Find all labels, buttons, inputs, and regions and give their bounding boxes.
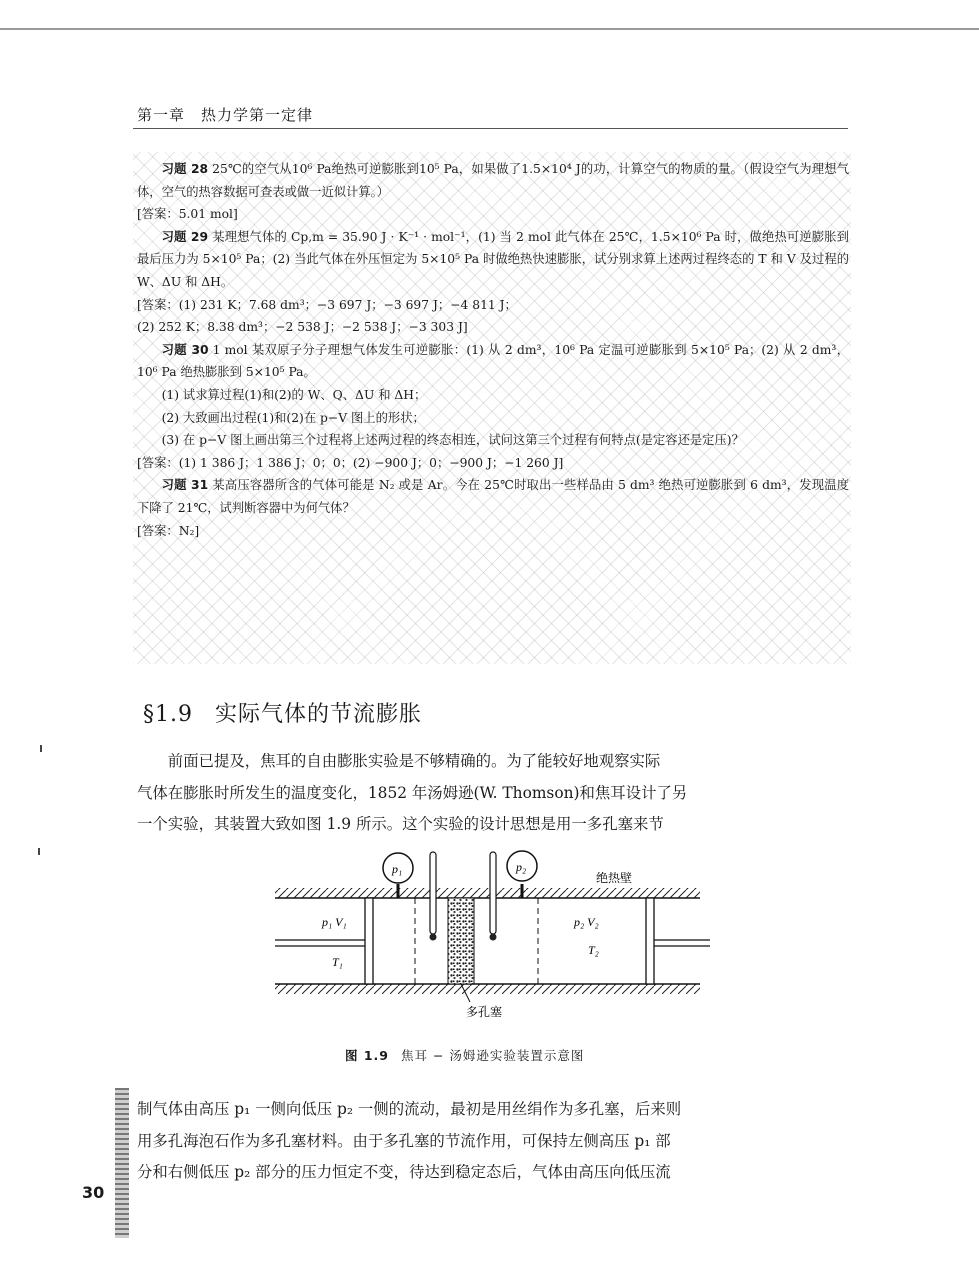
section-number: §1.9: [143, 702, 193, 727]
section-title-text: 实际气体的节流膨胀: [215, 702, 423, 727]
wall-label: 绝热壁: [596, 871, 633, 885]
exercise-label: 习题 30: [161, 342, 209, 357]
exercise-label: 习题 29: [161, 229, 209, 244]
exercise-29: [137, 226, 849, 294]
body-paragraph-1: [137, 746, 851, 841]
paragraph-line: 气体在膨胀时所发生的温度变化，1852 年汤姆逊(W. Thomson)和焦耳设计了另: [137, 783, 688, 802]
scan-edge-artifact: [115, 1088, 129, 1238]
body-paragraph-2: [137, 1094, 851, 1189]
exercise-text: 1 mol 某双原子分子理想气体发生可逆膨胀：(1) 从 2 dm³，10⁶ Pa 定温可逆膨胀到 5×10⁵ Pa；(2) 从 2 dm³，10⁶ Pa 绝热膨胀到 5×10⁵ Pa。: [137, 342, 849, 380]
thermometer-bulb: [490, 934, 497, 941]
exercise-text: 某高压容器所含的气体可能是 N₂ 或是 Ar。今在 25℃时取出一些样品由 5 dm³ 绝热可逆膨胀到 6 dm³，发现温度下降了 21℃，试判断容器中为何气体？: [137, 478, 849, 515]
page-number: 30: [82, 1183, 105, 1202]
paragraph-line: 前面已提及，焦耳的自由膨胀实验是不够精确的。为了能较好地观察实际: [167, 752, 661, 770]
exercise-box: [133, 152, 851, 664]
figure-caption-text: 焦耳 − 汤姆逊实验装置示意图: [401, 1048, 585, 1063]
left-piston: [365, 898, 373, 984]
exercise-answer: [答案：(1) 231 K；7.68 dm³；−3 697 J；−3 697 J；−4 811 J；: [137, 297, 517, 312]
exercise-30: [137, 339, 849, 384]
exercise-subitem: (1) 试求算过程(1)和(2)的 W、Q、ΔU 和 ΔH；: [161, 387, 427, 402]
thermometer-right-icon: [490, 852, 496, 934]
exercise-31: [137, 474, 849, 519]
exercise-answer: (2) 252 K；8.38 dm³；−2 538 J；−2 538 J；−3 303 J]: [137, 320, 468, 335]
running-head: 第一章 热力学第一定律: [137, 106, 314, 124]
page-top-rule: [0, 28, 979, 30]
scan-speck: [40, 745, 42, 752]
paragraph-line: 用多孔海泡石作为多孔塞材料。由于多孔塞的节流作用，可保持左侧高压 p₁ 部: [137, 1131, 671, 1150]
section-title: [143, 697, 422, 728]
top-insulating-wall: [275, 888, 700, 898]
paragraph-line: 分和右侧低压 p₂ 部分的压力恒定不变，待达到稳定态后，气体由高压向低压流: [137, 1163, 671, 1181]
exercise-subitem: (3) 在 p−V 图上画出第三个过程将上述两过程的终态相连，试问这第三个过程有何特点(是定容还是定压)？: [161, 433, 744, 448]
gauge-left-label: p₁: [392, 862, 403, 876]
gauge-right-label: p₂: [516, 860, 527, 874]
exercise-text: 某理想气体的 Cp,m = 35.90 J · K⁻¹ · mol⁻¹，(1) 当 2 mol 此气体在 25℃，1.5×10⁶ Pa 时，做绝热可逆膨胀到最后压力为 5×10⁵ Pa；(2) 当此气体在外压恒定为 5×10⁵ Pa 时做绝热快速膨胀，试分别求算上述两过程终态的 T 和 V 及过程的 W、ΔU 和 ΔH。: [137, 229, 849, 289]
scan-speck: [38, 848, 40, 855]
figure-caption: [345, 1046, 584, 1064]
figure-number: 图 1.9: [345, 1048, 389, 1063]
exercise-answer: [答案：N₂]: [137, 523, 200, 538]
left-chamber-pv-label: p₁ V₁: [322, 915, 347, 929]
exercise-label: 习题 31: [161, 478, 209, 493]
header-rule: [133, 128, 848, 129]
exercise-subitem: (2) 大致画出过程(1)和(2)在 p−V 图上的形状；: [161, 410, 425, 425]
exercise-text: 25℃的空气从10⁶ Pa绝热可逆膨胀到10⁵ Pa，如果做了1.5×10⁴ J的功，计算空气的物质的量。（假设空气为理想气体，空气的热容数据可查表或做一近似计算。）: [137, 162, 849, 199]
porous-plug-label: 多孔塞: [466, 1005, 503, 1019]
exercise-label: 习题 28: [161, 162, 209, 176]
left-chamber-t-label: T₁: [332, 955, 343, 969]
right-piston: [646, 898, 654, 984]
right-chamber-t-label: T₂: [588, 943, 599, 957]
exercise-answer: [答案：(1) 1 386 J；1 386 J；0；0；(2) −900 J；0；−900 J；−1 260 J]: [137, 455, 564, 470]
thermometer-left-icon: [430, 852, 436, 934]
exercise-28: [137, 158, 849, 203]
thermometer-bulb: [430, 934, 437, 941]
exercise-answer: [答案：5.01 mol]: [137, 207, 238, 222]
paragraph-line: 一个实验，其装置大致如图 1.9 所示。这个实验的设计思想是用一多孔塞来节: [137, 815, 664, 833]
bottom-insulating-wall: [275, 984, 700, 994]
paragraph-line: 制气体由高压 p₁ 一侧向低压 p₂ 一侧的流动，最初是用丝绢作为多孔塞，后来则: [137, 1100, 682, 1118]
right-chamber-pv-label: p₂ V₂: [574, 915, 599, 929]
porous-plug: [448, 898, 474, 984]
joule-thomson-apparatus-diagram: [270, 842, 710, 1022]
